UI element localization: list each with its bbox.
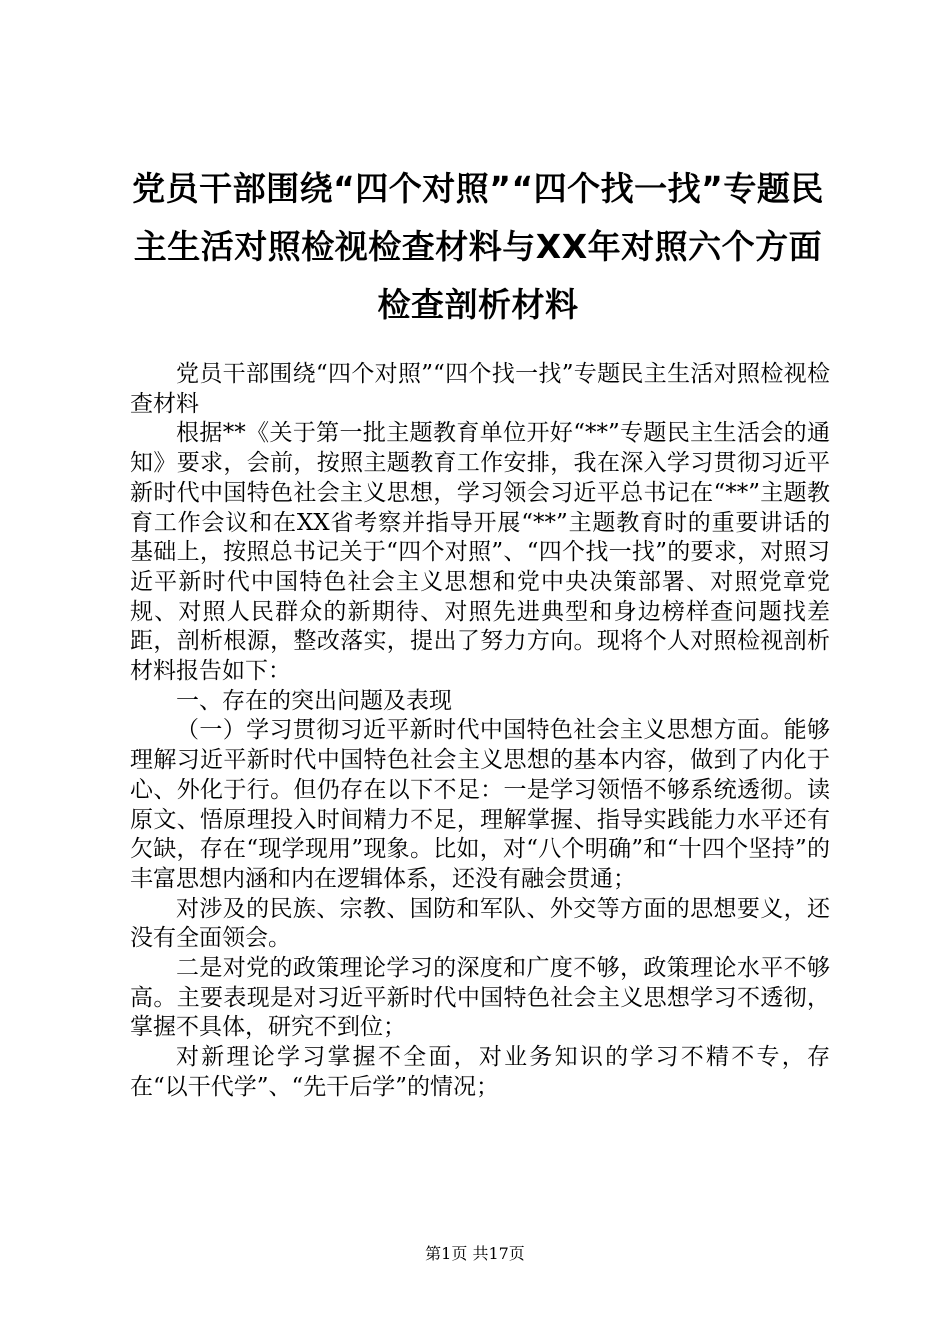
- document-title: 党员干部围绕“四个对照”“四个找一找”专题民主生活对照检视检查材料与XX年对照六个方面检查剖析材料: [132, 169, 824, 324]
- section-heading: 一、存在的突出问题及表现: [176, 687, 452, 714]
- document-body: [130, 360, 830, 1103]
- paragraph-item-2-cont: 对新理论学习掌握不全面，对业务知识的学习不精不专，存在“以干代学”、“先干后学”的情况；: [130, 1044, 830, 1100]
- paragraph-subtitle: 党员干部围绕“四个对照”“四个找一找”专题民主生活对照检视检查材料: [130, 361, 830, 417]
- paragraph-item-1-cont: 对涉及的民族、宗教、国防和军队、外交等方面的思想要义，还没有全面领会。: [130, 895, 830, 952]
- page-footer: 第1页 共17页: [425, 1244, 525, 1263]
- paragraph-intro: 根据**《关于第一批主题教育单位开好“**”专题民主生活会的通知》要求，会前，按照主题教育工作安排，我在深入学习贯彻习近平新时代中国特色社会主义思想，学习领会习近平总书记在“**”主题教育工作会议和在XX省考察并指导开展“**”主题教育时的重要讲话的基础上，按照总书记关于“四个对照”、“四个找一找”的要求，对照习近平新时代中国特色社会主义思想和党中央决策部署、对照党章党规、对照人民群众的新期待、对照先进典型和身边榜样查问题找差距，剖析根源，整改落实，提出了努力方向。现将个人对照检视剖析材料报告如下：: [130, 420, 830, 685]
- paragraph-item-1: （一）学习贯彻习近平新时代中国特色社会主义思想方面。能够理解习近平新时代中国特色社会主义思想的基本内容，做到了内化于心、外化于行。但仍存在以下不足：一是学习领悟不够系统透彻。读原文、悟原理投入时间精力不足，理解掌握、指导实践能力水平还有欠缺，存在“现学现用”现象。比如，对“八个明确”和“十四个坚持”的丰富思想内涵和内在逻辑体系，还没有融会贯通；: [130, 717, 830, 892]
- paragraph-item-2: 二是对党的政策理论学习的深度和广度不够，政策理论水平不够高。主要表现是对习近平新时代中国特色社会主义思想学习不透彻，掌握不具体，研究不到位；: [130, 955, 830, 1041]
